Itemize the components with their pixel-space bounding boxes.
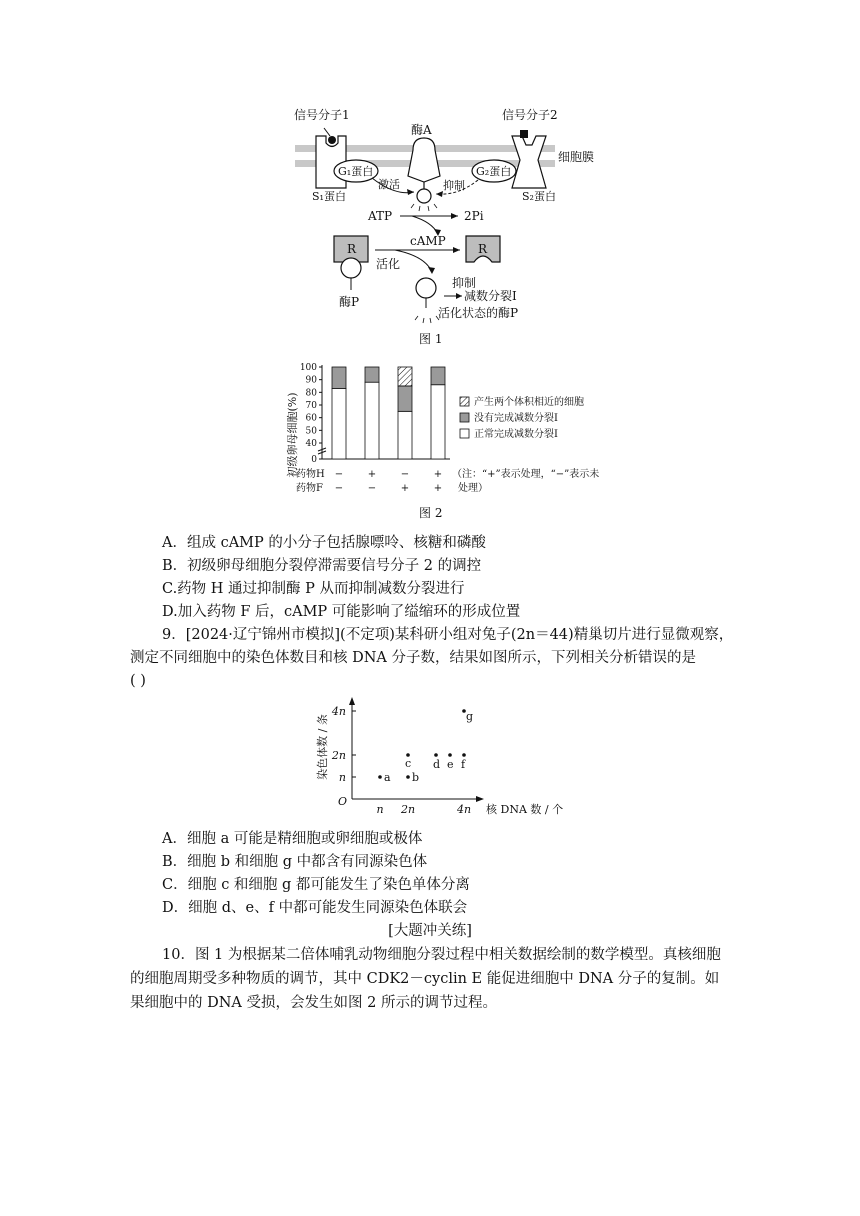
q9-answer-blank: ( ) bbox=[130, 673, 146, 689]
legend-swatch-hatched bbox=[460, 397, 469, 406]
q9-point-label: g bbox=[466, 710, 474, 723]
signal2-square bbox=[520, 130, 528, 138]
q9-ytick-label: n bbox=[338, 771, 346, 784]
q9-option-a: A．细胞 a 可能是精细胞或卵细胞或极体 bbox=[162, 831, 423, 847]
enzyme-p-shape bbox=[341, 258, 361, 278]
fig2-bar-segment bbox=[398, 411, 412, 459]
drug-f-sign: − bbox=[367, 483, 377, 494]
q9-point-label: a bbox=[384, 771, 391, 784]
q10-line1: 10．图 1 为根据某二倍体哺乳动物细胞分裂过程中相关数据绘制的数学模型。真核细胞 bbox=[162, 947, 721, 963]
q9-point-a bbox=[378, 775, 382, 779]
q9-point-b bbox=[406, 775, 410, 779]
q10-line2: 的细胞周期受多种物质的调节，其中 CDK2－cyclin E 能促进细胞中 DNA 分子的复制。如 bbox=[130, 971, 720, 987]
membrane-label: 细胞膜 bbox=[558, 150, 595, 164]
inhibit-label-1: 抑制 bbox=[443, 179, 465, 192]
q8-option-b: B．初级卵母细胞分裂停滞需要信号分子 2 的调控 bbox=[162, 558, 482, 574]
q9-point-label: f bbox=[461, 758, 466, 771]
meiosis-label: 减数分裂Ⅰ bbox=[464, 289, 517, 303]
signal2-label: 信号分子2 bbox=[502, 108, 558, 122]
legend-item-3: 正常完成减数分裂Ⅰ bbox=[474, 429, 558, 440]
fig2-drug-rows bbox=[335, 469, 442, 494]
q9-ytick-label: 4n bbox=[331, 705, 346, 718]
q9-xtick-label: n bbox=[376, 803, 384, 816]
drug-f-sign: + bbox=[400, 483, 410, 494]
fig2-ytick-label: 50 bbox=[305, 426, 317, 437]
q9-origin: O bbox=[338, 795, 348, 808]
fig2-bar-segment bbox=[398, 367, 412, 386]
q9-option-c: C．细胞 c 和细胞 g 都可能发生了染色单体分离 bbox=[162, 877, 470, 893]
fig2-bar-segment bbox=[398, 386, 412, 411]
enzyme-a-shape bbox=[408, 138, 440, 182]
fig2-bar-segment bbox=[431, 367, 445, 385]
legend-swatch-gray bbox=[460, 413, 469, 422]
fig2-ytick-label: 60 bbox=[305, 413, 317, 424]
q9-xlabel: 核 DNA 数 / 个 bbox=[486, 803, 564, 816]
inhibit-label-2: 抑制 bbox=[452, 276, 477, 290]
signal1-dot bbox=[328, 136, 336, 144]
signal1-label: 信号分子1 bbox=[294, 108, 350, 122]
q9-stem-line1: 9．[2024·辽宁锦州市模拟](不定项)某科研小组对兔子(2n＝44)精巢切片进行显微观察， bbox=[162, 627, 734, 643]
r-label-2: R bbox=[478, 242, 488, 256]
enzyme-a-label: 酶A bbox=[411, 123, 432, 137]
legend-item-1: 产生两个体积相近的细胞 bbox=[474, 397, 584, 408]
q9-ylabel: 染色体数 / 条 bbox=[316, 714, 329, 780]
figure-1-diagram bbox=[0, 0, 860, 350]
drug-h-sign: − bbox=[400, 469, 410, 480]
section-title: [大题冲关练] bbox=[388, 923, 472, 939]
q8-option-a: A．组成 cAMP 的小分子包括腺嘌呤、核糖和磷酸 bbox=[162, 535, 486, 551]
fig2-ytick-label: 70 bbox=[305, 401, 317, 411]
drug-h-sign: + bbox=[433, 469, 443, 480]
drug-f-label: 药物F bbox=[296, 483, 323, 494]
q9-option-b: B．细胞 b 和细胞 g 中都含有同源染色体 bbox=[162, 854, 428, 870]
fig2-bar-segment bbox=[365, 382, 379, 459]
q9-stem-line2: 测定不同细胞中的染色体数目和核 DNA 分子数，结果如图所示，下列相关分析错误的是 bbox=[130, 650, 696, 666]
legend-swatch-white bbox=[460, 429, 469, 438]
fig2-ytick-label: 80 bbox=[305, 388, 317, 399]
fig2-bars bbox=[332, 367, 445, 459]
q9-xtick-label: 2n bbox=[400, 803, 416, 816]
q9-point-label: c bbox=[405, 757, 412, 770]
q9-ytick-label: 2n bbox=[331, 749, 346, 762]
s2-label: S₂蛋白 bbox=[522, 190, 556, 203]
figure-2-caption: 图 2 bbox=[419, 506, 443, 520]
q9-point-d bbox=[434, 753, 438, 757]
fig2-bar-segment bbox=[332, 389, 346, 459]
q9-point-label: d bbox=[433, 758, 441, 771]
drug-f-sign: − bbox=[334, 483, 344, 494]
fig2-note-line2: 处理） bbox=[458, 483, 488, 494]
fig2-note-line1: （注：“+”表示处理，“−”表示未 bbox=[452, 469, 600, 480]
g2-label: G₂蛋白 bbox=[476, 165, 512, 178]
q9-point-label: b bbox=[412, 771, 420, 784]
s1-label: S₁蛋白 bbox=[312, 190, 346, 203]
fig2-ytick-label: 0 bbox=[311, 455, 317, 465]
fig2-ytick-label: 90 bbox=[305, 375, 317, 386]
legend-item-2: 没有完成减数分裂Ⅰ bbox=[474, 413, 558, 424]
atp-label: ATP bbox=[368, 209, 393, 223]
figure-1-caption: 图 1 bbox=[419, 332, 443, 346]
enzyme-p-label: 酶P bbox=[339, 295, 360, 309]
activate-label-2: 活化 bbox=[376, 257, 401, 271]
fig2-ylabel: 初级卵母细胞(%) bbox=[286, 392, 299, 478]
fig2-bar-segment bbox=[332, 367, 346, 389]
q9-point-label: e bbox=[447, 758, 454, 771]
q9-point-f bbox=[462, 753, 466, 757]
g1-label: G₁蛋白 bbox=[338, 165, 374, 178]
pi-label: 2Pi bbox=[464, 209, 484, 223]
figure-q9-scatter bbox=[300, 695, 600, 825]
q9-xtick-label: 4n bbox=[456, 803, 472, 816]
q8-option-c: C.药物 H 通过抑制酶 P 从而抑制减数分裂进行 bbox=[162, 581, 465, 597]
drug-h-label: 药物H bbox=[296, 469, 325, 480]
fig2-legend bbox=[460, 395, 584, 440]
q9-option-d: D．细胞 d、e、f 中都可能发生同源染色体联会 bbox=[162, 900, 468, 916]
fig2-bar-segment bbox=[431, 385, 445, 459]
r-label-1: R bbox=[347, 242, 357, 256]
q10-line3: 果细胞中的 DNA 受损，会发生如图 2 所示的调节过程。 bbox=[130, 995, 497, 1011]
camp-label: cAMP bbox=[410, 234, 446, 248]
figure-2-chart bbox=[0, 355, 860, 525]
q8-option-d: D.加入药物 F 后，cAMP 可能影响了缢缩环的形成位置 bbox=[162, 604, 521, 620]
active-enzyme-p-shape bbox=[416, 278, 436, 298]
drug-h-sign: − bbox=[334, 469, 344, 480]
q9-points bbox=[378, 709, 473, 784]
fig2-bar-segment bbox=[365, 367, 379, 382]
activate-label-1: 激活 bbox=[378, 178, 400, 191]
q9-point-e bbox=[448, 753, 452, 757]
drug-h-sign: + bbox=[367, 469, 377, 480]
drug-f-sign: + bbox=[433, 483, 443, 494]
fig2-ytick-label: 40 bbox=[305, 439, 317, 449]
fig2-ytick-label: 100 bbox=[299, 363, 317, 373]
active-p-label: 活化状态的酶P bbox=[438, 306, 519, 320]
